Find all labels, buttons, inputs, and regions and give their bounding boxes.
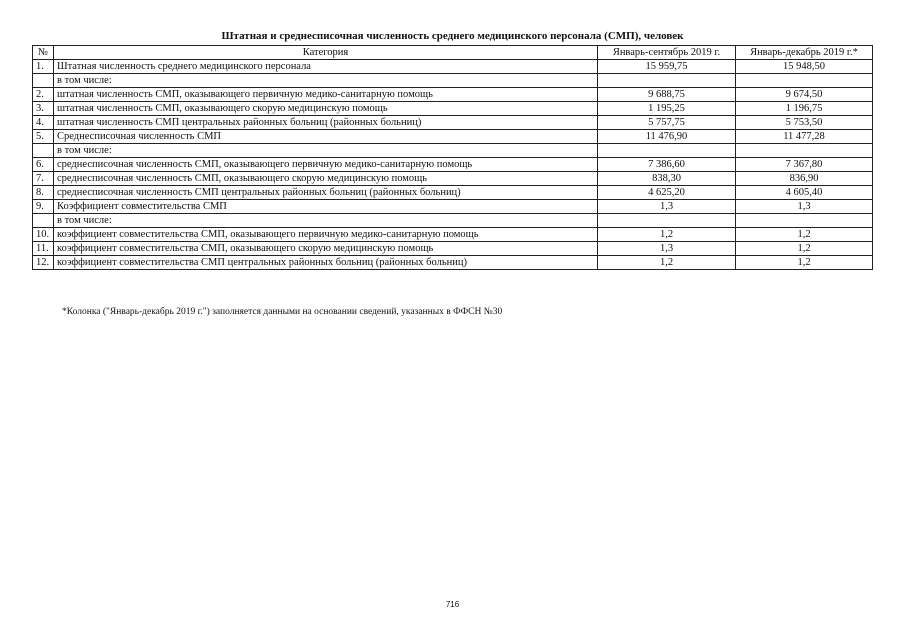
row-jan-dec-value: 836,90 xyxy=(736,172,873,186)
row-number-cell xyxy=(33,214,54,228)
row-number-cell: 4. xyxy=(33,116,54,130)
row-jan-dec-value: 1,2 xyxy=(736,256,873,270)
row-jan-dec-value: 11 477,28 xyxy=(736,130,873,144)
row-jan-dec-value: 4 605,40 xyxy=(736,186,873,200)
row-category-cell: в том числе: xyxy=(54,214,598,228)
table-row xyxy=(33,200,873,214)
row-jan-sep-value: 1 195,25 xyxy=(598,102,736,116)
row-jan-dec-value: 9 674,50 xyxy=(736,88,873,102)
table-row xyxy=(33,144,873,158)
row-category-cell: Штатная численность среднего медицинского персонала xyxy=(54,60,598,74)
table-row xyxy=(33,130,873,144)
row-jan-dec-value: 1,2 xyxy=(736,228,873,242)
row-category-cell: среднесписочная численность СМП центральных районных больниц (районных больниц) xyxy=(54,186,598,200)
row-category-cell: Среднесписочная численность СМП xyxy=(54,130,598,144)
table-row xyxy=(33,186,873,200)
row-category-cell: штатная численность СМП, оказывающего первичную медико-санитарную помощь xyxy=(54,88,598,102)
row-category-cell: в том числе: xyxy=(54,74,598,88)
row-jan-dec-value xyxy=(736,214,873,228)
row-number-cell: 5. xyxy=(33,130,54,144)
header-jan-dec: Январь-декабрь 2019 г.* xyxy=(736,46,873,60)
row-jan-dec-value: 1,3 xyxy=(736,200,873,214)
table-title: Штатная и среднесписочная численность среднего медицинского персонала (СМП), человек xyxy=(221,30,684,42)
table-row xyxy=(33,158,873,172)
row-number-cell: 9. xyxy=(33,200,54,214)
row-category-cell: коэффициент совместительства СМП, оказывающего скорую медицинскую помощь xyxy=(54,242,598,256)
row-jan-sep-value: 838,30 xyxy=(598,172,736,186)
row-number-cell: 8. xyxy=(33,186,54,200)
row-number-cell: 1. xyxy=(33,60,54,74)
row-category-cell: коэффициент совместительства СМП центральных районных больниц (районных больниц) xyxy=(54,256,598,270)
header-category: Категория xyxy=(54,46,598,60)
row-number-cell xyxy=(33,74,54,88)
table-header-row xyxy=(33,46,873,60)
row-category-cell: штатная численность СМП, оказывающего скорую медицинскую помощь xyxy=(54,102,598,116)
row-jan-sep-value: 1,3 xyxy=(598,200,736,214)
row-number-cell: 3. xyxy=(33,102,54,116)
row-category-cell: штатная численность СМП центральных районных больниц (районных больниц) xyxy=(54,116,598,130)
row-jan-sep-value xyxy=(598,214,736,228)
row-category-cell: в том числе: xyxy=(54,144,598,158)
row-jan-dec-value xyxy=(736,144,873,158)
row-jan-sep-value xyxy=(598,74,736,88)
table-row xyxy=(33,214,873,228)
row-number-cell: 10. xyxy=(33,228,54,242)
row-number-cell: 12. xyxy=(33,256,54,270)
row-jan-sep-value: 4 625,20 xyxy=(598,186,736,200)
table-row xyxy=(33,228,873,242)
table-row xyxy=(33,172,873,186)
row-jan-dec-value: 15 948,50 xyxy=(736,60,873,74)
table-row xyxy=(33,116,873,130)
table-row xyxy=(33,242,873,256)
row-jan-dec-value: 7 367,80 xyxy=(736,158,873,172)
table-row xyxy=(33,88,873,102)
table-row xyxy=(33,74,873,88)
row-number-cell: 11. xyxy=(33,242,54,256)
row-jan-sep-value: 9 688,75 xyxy=(598,88,736,102)
row-jan-sep-value: 1,2 xyxy=(598,228,736,242)
row-number-cell xyxy=(33,144,54,158)
row-jan-dec-value: 1 196,75 xyxy=(736,102,873,116)
row-jan-sep-value: 7 386,60 xyxy=(598,158,736,172)
row-category-cell: среднесписочная численность СМП, оказывающего первичную медико-санитарную помощь xyxy=(54,158,598,172)
row-category-cell: среднесписочная численность СМП, оказывающего скорую медицинскую помощь xyxy=(54,172,598,186)
staff-table xyxy=(32,45,873,270)
row-jan-dec-value: 1,2 xyxy=(736,242,873,256)
header-number: № xyxy=(33,46,54,60)
header-jan-sep: Январь-сентябрь 2019 г. xyxy=(598,46,736,60)
row-jan-sep-value: 15 959,75 xyxy=(598,60,736,74)
footnote: *Колонка ("Январь-декабрь 2019 г.") заполняется данными на основании сведений, указанных в ФФСН №30 xyxy=(62,307,503,317)
row-number-cell: 7. xyxy=(33,172,54,186)
row-jan-dec-value xyxy=(736,74,873,88)
row-jan-sep-value: 1,3 xyxy=(598,242,736,256)
table-row xyxy=(33,102,873,116)
row-jan-sep-value xyxy=(598,144,736,158)
row-jan-sep-value: 1,2 xyxy=(598,256,736,270)
row-number-cell: 6. xyxy=(33,158,54,172)
row-jan-sep-value: 5 757,75 xyxy=(598,116,736,130)
table-row xyxy=(33,60,873,74)
row-jan-dec-value: 5 753,50 xyxy=(736,116,873,130)
table-row xyxy=(33,256,873,270)
row-category-cell: коэффициент совместительства СМП, оказывающего первичную медико-санитарную помощь xyxy=(54,228,598,242)
row-jan-sep-value: 11 476,90 xyxy=(598,130,736,144)
page-number: 716 xyxy=(445,600,460,609)
row-category-cell: Коэффициент совместительства СМП xyxy=(54,200,598,214)
row-number-cell: 2. xyxy=(33,88,54,102)
